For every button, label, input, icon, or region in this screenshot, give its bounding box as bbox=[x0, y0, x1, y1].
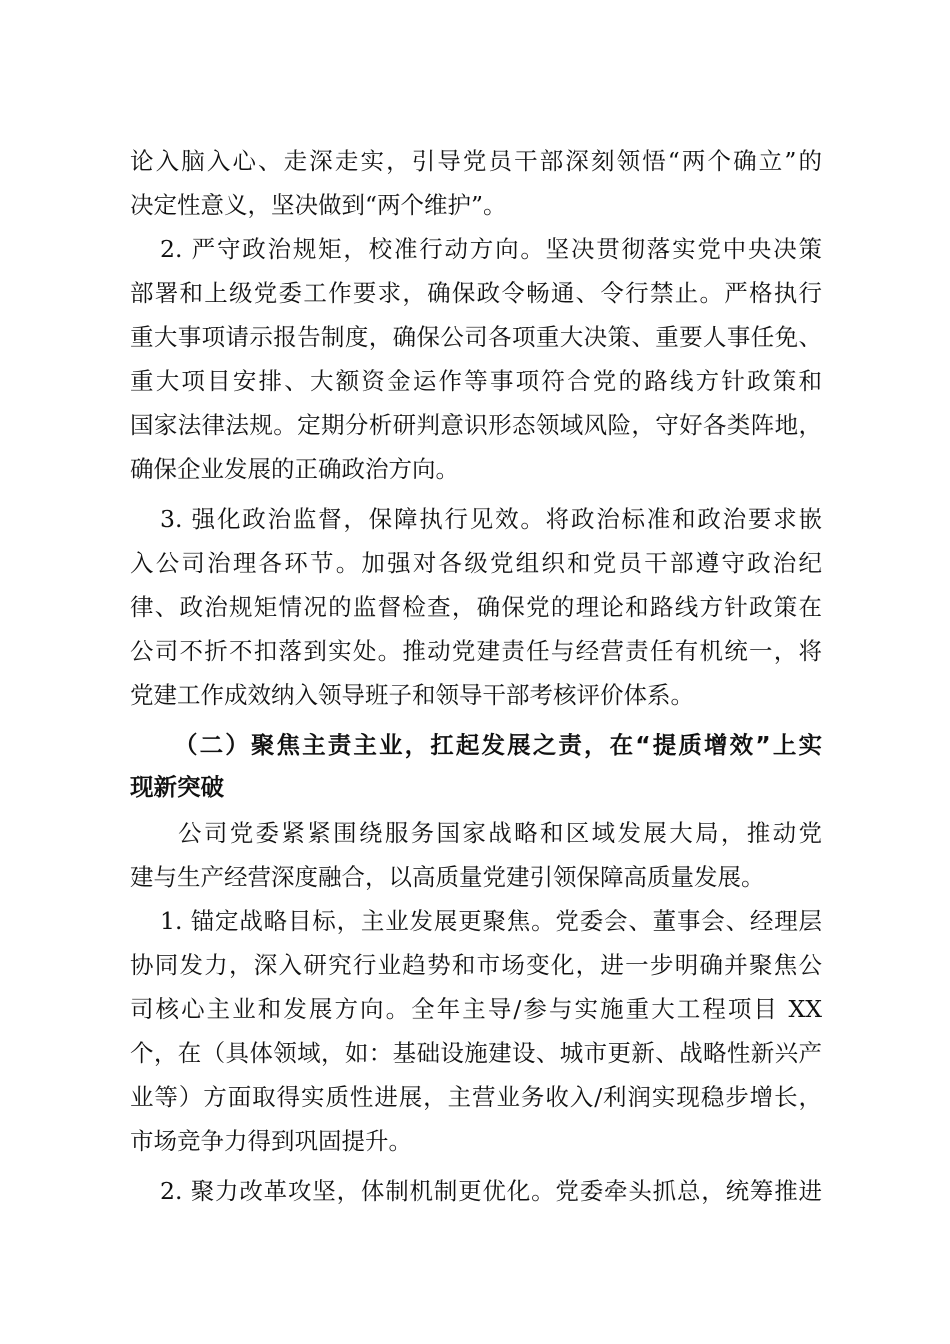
body-text-line: 部署和上级党委工作要求，确保政令畅通、令行禁止。严格执行 bbox=[130, 279, 822, 307]
body-text-line: 个，在（具体领域，如：基础设施建设、城市更新、战略性新兴产 bbox=[130, 1039, 822, 1067]
body-text-line: 入公司治理各环节。加强对各级党组织和党员干部遵守政治纪 bbox=[130, 549, 822, 577]
body-text-line: 2. 聚力改革攻坚，体制机制更优化。党委牵头抓总，统筹推进 bbox=[160, 1177, 822, 1205]
body-text-line: 确保企业发展的正确政治方向。 bbox=[130, 455, 459, 483]
body-text-line: 重大项目安排、大额资金运作等事项符合党的路线方针政策和 bbox=[130, 367, 822, 395]
body-text-line: 3. 强化政治监督，保障执行见效。将政治标准和政治要求嵌 bbox=[160, 505, 822, 533]
body-text-line: 建与生产经营深度融合，以高质量党建引领保障高质量发展。 bbox=[130, 863, 765, 891]
body-text-line: 市场竞争力得到巩固提升。 bbox=[130, 1127, 412, 1155]
section-heading-line: （二）聚焦主责主业，扛起发展之责，在“提质增效”上实 bbox=[174, 731, 822, 759]
body-text-line: 国家法律法规。定期分析研判意识形态领域风险，守好各类阵地， bbox=[130, 411, 822, 439]
body-text-line: 公司不折不扣落到实处。推动党建责任与经营责任有机统一，将 bbox=[130, 637, 822, 665]
section-heading-line: 现新突破 bbox=[130, 773, 224, 801]
body-text-line: 决定性意义，坚决做到“两个维护”。 bbox=[130, 191, 507, 219]
body-text-line: 司核心主业和发展方向。全年主导/参与实施重大工程项目 XX bbox=[130, 995, 822, 1023]
body-text-line: 协同发力，深入研究行业趋势和市场变化，进一步明确并聚焦公 bbox=[130, 951, 822, 979]
body-text-line: 公司党委紧紧围绕服务国家战略和区域发展大局，推动党 bbox=[178, 819, 822, 847]
body-text-line: 1. 锚定战略目标，主业发展更聚焦。党委会、董事会、经理层 bbox=[160, 907, 822, 935]
body-text-line: 业等）方面取得实质性进展，主营业务收入/利润实现稳步增长， bbox=[130, 1083, 822, 1111]
body-text-line: 论入脑入心、走深走实，引导党员干部深刻领悟“两个确立”的 bbox=[130, 147, 822, 175]
body-text-line: 律、政治规矩情况的监督检查，确保党的理论和路线方针政策在 bbox=[130, 593, 822, 621]
body-text-line: 2. 严守政治规矩，校准行动方向。坚决贯彻落实党中央决策 bbox=[160, 235, 822, 263]
body-text-line: 重大事项请示报告制度，确保公司各项重大决策、重要人事任免、 bbox=[130, 323, 822, 351]
body-text-line: 党建工作成效纳入领导班子和领导干部考核评价体系。 bbox=[130, 681, 694, 709]
